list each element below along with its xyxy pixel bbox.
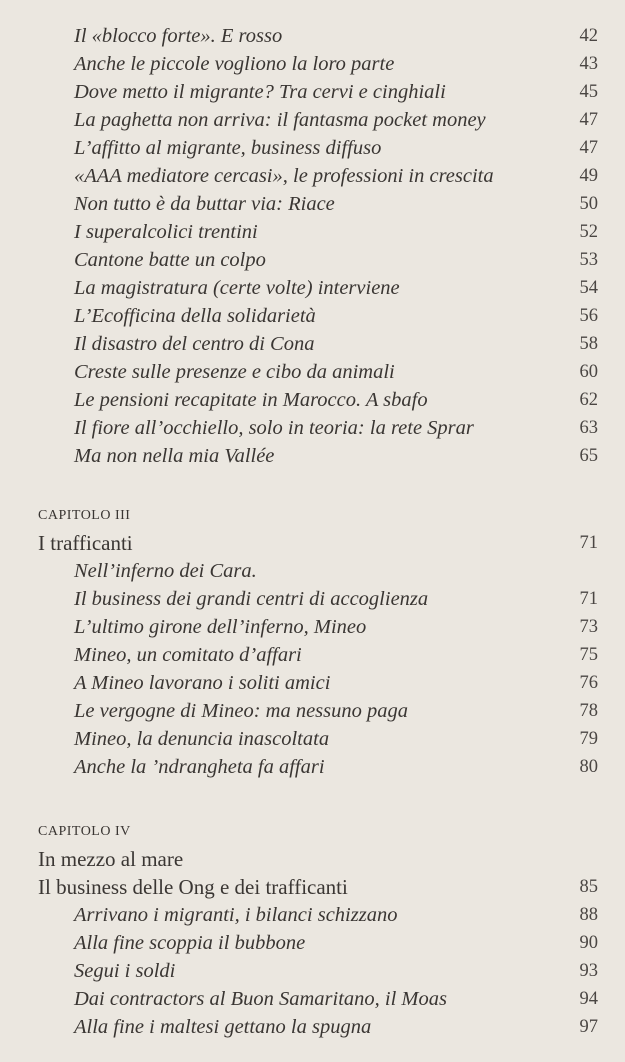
entry-page: 62 — [579, 390, 598, 410]
entry-title: Anche la ’ndrangheta fa affari — [74, 756, 325, 778]
entry-title: L’Ecofficina della solidarietà — [74, 305, 316, 327]
chapter-page: 71 — [579, 533, 598, 553]
entry-page: 71 — [579, 589, 598, 609]
toc-entry — [0, 985, 625, 1013]
toc-entry — [0, 585, 625, 613]
entry-page: 43 — [579, 54, 598, 74]
entry-page: 49 — [579, 166, 598, 186]
entry-page: 73 — [579, 617, 598, 637]
toc-entry — [0, 106, 625, 134]
chapter-subtitle-row — [0, 873, 625, 901]
entry-page: 97 — [579, 1017, 598, 1037]
chapter-subtitle: Il business delle Ong e dei trafficanti — [38, 875, 348, 899]
entry-page: 53 — [579, 250, 598, 270]
entry-page: 93 — [579, 961, 598, 981]
entry-title: Il business dei grandi centri di accoglienza — [74, 588, 429, 610]
entry-page: 54 — [579, 278, 598, 298]
entry-title: Cantone batte un colpo — [74, 249, 266, 271]
entry-page: 47 — [579, 138, 598, 158]
entry-page: 88 — [579, 905, 598, 925]
entry-page: 76 — [579, 673, 598, 693]
entry-title: Le vergogne di Mineo: ma nessuno paga — [74, 700, 409, 722]
entry-page: 65 — [579, 446, 598, 466]
entry-title: Mineo, un comitato d’affari — [74, 644, 302, 666]
entry-title: I superalcolici trentini — [74, 221, 258, 243]
entry-page: 50 — [579, 194, 598, 214]
toc-entry — [0, 330, 625, 358]
entry-title: Le pensioni recapitate in Marocco. A sbafo — [74, 389, 428, 411]
entry-page: 94 — [579, 989, 598, 1009]
toc-entry — [0, 753, 625, 781]
entry-title: Ma non nella mia Vallée — [74, 445, 275, 467]
chapter-page: 85 — [579, 877, 598, 897]
entry-title: Alla fine scoppia il bubbone — [74, 932, 306, 954]
entry-page: 45 — [579, 82, 598, 102]
chapter-title: In mezzo al mare — [38, 847, 184, 871]
entry-title: A Mineo lavorano i soliti amici — [74, 672, 331, 694]
toc-entry — [0, 386, 625, 414]
toc-entry — [0, 50, 625, 78]
entry-page: 78 — [579, 701, 598, 721]
chapter-label: CAPITOLO III — [38, 508, 131, 523]
toc-entry — [0, 641, 625, 669]
entry-page: 79 — [579, 729, 598, 749]
toc-entry — [0, 669, 625, 697]
chapter-title: I trafficanti — [38, 531, 133, 555]
entry-title: La paghetta non arriva: il fantasma pocket money — [74, 109, 486, 131]
entry-title: Il disastro del centro di Cona — [74, 333, 315, 355]
toc-entry — [0, 414, 625, 442]
toc-entry — [0, 246, 625, 274]
entry-title: «AAA mediatore cercasi», le professioni in crescita — [74, 165, 494, 187]
entry-title: La magistratura (certe volte) interviene — [74, 277, 400, 299]
entry-title: Nell’inferno dei Cara. — [74, 560, 257, 582]
toc-entry — [0, 274, 625, 302]
entry-page: 80 — [579, 757, 598, 777]
toc-entry — [0, 613, 625, 641]
toc-entry — [0, 901, 625, 929]
toc-entry — [0, 957, 625, 985]
chapter-title-row — [0, 845, 625, 873]
entry-title: Dove metto il migrante? Tra cervi e cinghiali — [74, 81, 446, 103]
entry-page: 58 — [579, 334, 598, 354]
toc-entry — [0, 442, 625, 470]
chapter-label: CAPITOLO IV — [38, 824, 131, 839]
toc-entry — [0, 697, 625, 725]
toc-entry — [0, 78, 625, 106]
entry-title: Non tutto è da buttar via: Riace — [74, 193, 335, 215]
entry-page: 52 — [579, 222, 598, 242]
entry-title: Mineo, la denuncia inascoltata — [74, 728, 330, 750]
entry-title: Segui i soldi — [74, 960, 176, 982]
toc-entry — [0, 302, 625, 330]
entry-title: L’affitto al migrante, business diffuso — [74, 137, 382, 159]
toc-entry — [0, 1013, 625, 1041]
entry-title: Dai contractors al Buon Samaritano, il Moas — [74, 988, 447, 1010]
entry-page: 90 — [579, 933, 598, 953]
entry-page: 60 — [579, 362, 598, 382]
entry-title: L’ultimo girone dell’inferno, Mineo — [74, 616, 367, 638]
toc-entry — [0, 725, 625, 753]
chapter-title-row — [0, 529, 625, 557]
toc-entry — [0, 929, 625, 957]
entry-title: Creste sulle presenze e cibo da animali — [74, 361, 395, 383]
entry-page: 56 — [579, 306, 598, 326]
entry-title: Anche le piccole vogliono la loro parte — [74, 53, 395, 75]
toc-entry — [0, 22, 625, 50]
entry-page: 47 — [579, 110, 598, 130]
toc-entry — [0, 358, 625, 386]
entry-title: Arrivano i migranti, i bilanci schizzano — [74, 904, 398, 926]
toc-entry — [0, 557, 625, 585]
entry-page: 63 — [579, 418, 598, 438]
toc-entry — [0, 218, 625, 246]
entry-page: 42 — [579, 26, 598, 46]
entry-page: 75 — [579, 645, 598, 665]
entry-title: Il «blocco forte». E rosso — [74, 25, 283, 47]
toc-entry — [0, 190, 625, 218]
toc-entry — [0, 162, 625, 190]
entry-title: Il fiore all’occhiello, solo in teoria: la rete Sprar — [74, 417, 474, 439]
toc-entry — [0, 134, 625, 162]
entry-title: Alla fine i maltesi gettano la spugna — [74, 1016, 372, 1038]
